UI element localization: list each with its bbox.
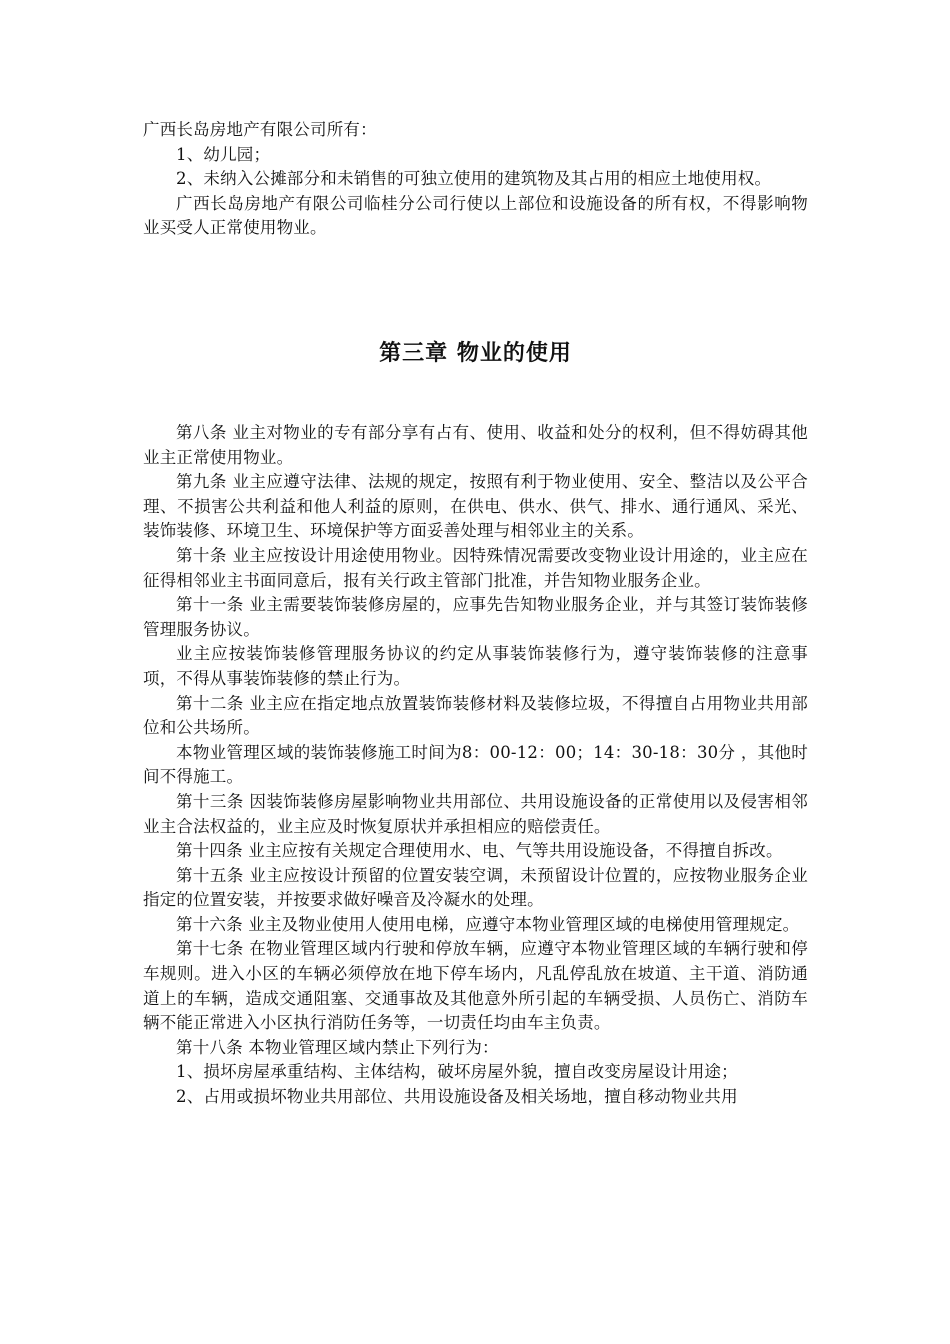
article-9: 第九条 业主应遵守法律、法规的规定，按照有利于物业使用、安全、整洁以及公平合理、不损害公共利益和他人利益的原则，在供电、供水、供气、排水、通行通风、采光、装饰装修、环境卫生、环境保护等方面妥善处理与相邻业主的关系。 [143, 472, 808, 541]
article-15: 第十五条 业主应按设计预留的位置安装空调，未预留设计位置的，应按物业服务企业指定的位置安装，并按要求做好噪音及冷凝水的处理。 [143, 865, 808, 910]
branch-note: 广西长岛房地产有限公司临桂分公司行使以上部位和设施设备的所有权，不得影响物业买受人正常使用物业。 [143, 193, 808, 238]
article-12-note: 本物业管理区域的装饰装修施工时间为8：00-12：00；14：30-18：30分 ，其他时间不得施工。 [143, 742, 808, 787]
article-12: 第十二条 业主应在指定地点放置装饰装修材料及装修垃圾，不得擅自占用物业共用部位和公共场所。 [143, 693, 808, 738]
list-item-2: 2、未纳入公摊部分和未销售的可独立使用的建筑物及其占用的相应土地使用权。 [176, 169, 772, 189]
article-18-item-2: 2、占用或损坏物业共用部位、共用设施设备及相关场地，擅自移动物业共用 [176, 1087, 738, 1107]
article-16: 第十六条 业主及物业使用人使用电梯，应遵守本物业管理区域的电梯使用管理规定。 [176, 914, 800, 934]
chapter-title: 第三章 物业的使用 [379, 341, 572, 366]
owner-line: 广西长岛房地产有限公司所有： [143, 120, 377, 139]
article-8: 第八条 业主对物业的专有部分享有占有、使用、收益和处分的权利，但不得妨碍其他业主正常使用物业。 [143, 423, 808, 467]
article-18-item-1: 1、损坏房屋承重结构、主体结构，破坏房屋外貌，擅自改变房屋设计用途； [176, 1062, 738, 1082]
list-item-1: 1、幼儿园； [176, 144, 271, 164]
article-10: 第十条 业主应按设计用途使用物业。因特殊情况需要改变物业设计用途的，业主应在征得相邻业主书面同意后，报有关行政主管部门批准，并告知物业服务企业。 [143, 545, 808, 590]
article-14: 第十四条 业主应按有关规定合理使用水、电、气等共用设施设备，不得擅自拆改。 [176, 841, 783, 861]
intro-section [143, 118, 808, 241]
article-17: 第十七条 在物业管理区域内行驶和停放车辆，应遵守本物业管理区域的车辆行驶和停车规则。进入小区的车辆必须停放在地下停车场内，凡乱停乱放在坡道、主干道、消防通道上的车辆，造成交通阻塞、交通事故及其他意外所引起的车辆受损、人员伤亡、消防车辆不能正常进入小区执行消防任务等，一切责任均由车主负责。 [143, 939, 808, 1033]
article-18: 第十八条 本物业管理区域内禁止下列行为： [176, 1037, 499, 1057]
article-11: 第十一条 业主需要装饰装修房屋的，应事先告知物业服务企业，并与其签订装饰装修管理服务协议。 [143, 595, 808, 639]
article-13: 第十三条 因装饰装修房屋影响物业共用部位、共用设施设备的正常使用以及侵害相邻业主合法权益的，业主应及时恢复原状并承担相应的赔偿责任。 [143, 791, 808, 836]
articles-section [143, 421, 808, 1110]
article-11-note: 业主应按装饰装修管理服务协议的约定从事装饰装修行为，遵守装饰装修的注意事项，不得从事装饰装修的禁止行为。 [143, 644, 808, 688]
